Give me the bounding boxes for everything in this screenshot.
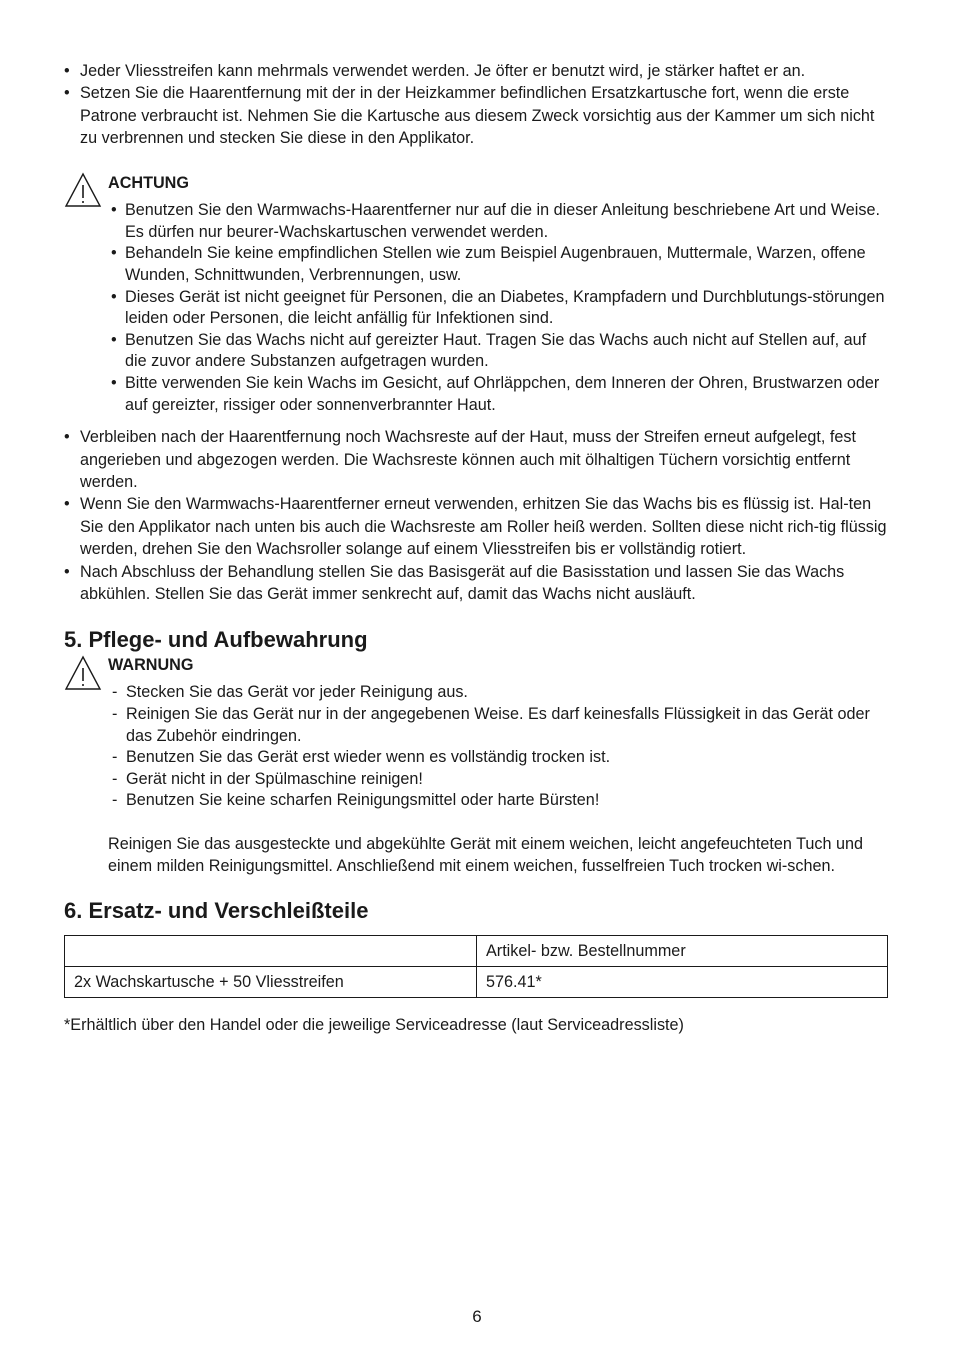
achtung-title: ACHTUNG (108, 173, 189, 192)
warning-triangle-icon (64, 655, 102, 691)
document-page (64, 60, 890, 1036)
list-item: - Benutzen Sie keine scharfen Reinigungsmittel oder harte Bürsten! (112, 790, 890, 812)
list-item: • Behandeln Sie keine empfindlichen Stellen wie zum Beispiel Augenbrauen, Muttermale, Warzen, offene Wunden, Schnittwunden, Verbrennungen, usw. (111, 244, 866, 285)
bullet-mark: • (64, 428, 70, 447)
dash-mark: - (112, 769, 118, 788)
intro-bullet-list (64, 60, 890, 150)
dash-mark: - (112, 705, 118, 724)
list-item: • Verbleiben nach der Haarentfernung noch Wachsreste auf der Haut, muss der Streifen erneut aufgelegt, fest angerieben und abgezogen werden. Die Wachsreste können auch mit ölhaltigen Tüchern vorsichtig entfernt werden. (64, 428, 856, 491)
table-header-row (65, 936, 888, 967)
table-cell: 2x Wachskartusche + 50 Vliesstreifen (65, 967, 477, 998)
parts-table (64, 935, 888, 998)
bullet-mark: • (64, 62, 70, 80)
bullet-mark: • (111, 330, 117, 349)
list-item: • Setzen Sie die Haarentfernung mit der in der Heizkammer befindlichen Ersatzkartusche fort, wenn die erste Patrone verbraucht ist. Nehmen Sie die Kartusche aus diesem Zweck vorsichtig aus der Kammer um sich nicht zu verbrennen und stecken Sie diese in den Applikator. (64, 84, 875, 148)
warning-triangle-icon (64, 172, 102, 208)
list-item: - Reinigen Sie das Gerät nur in der angegebenen Weise. Es darf keinesfalls Flüssigkeit in das Gerät oder das Zubehör eindringen. (112, 705, 870, 745)
list-item: • Wenn Sie den Warmwachs-Haarentferner erneut verwenden, erhitzen Sie das Wachs bis es flüssig ist. Hal-ten Sie den Applikator nach unten bis auch die Wachsreste am Roller heiß werden. Sollten diese nicht rich-tig flüssig werden, drehen Sie den Wachsroller solange auf einem Vliesstreifen bis er vollständig rotiert. (64, 495, 887, 559)
bullet-mark: • (111, 374, 117, 392)
table-cell (65, 936, 477, 967)
list-item: • Benutzen Sie den Warmwachs-Haarentferner nur auf die in dieser Anleitung beschriebene Art und Weise. Es dürfen nur beurer-Wachskartuschen verwendet werden. (111, 200, 880, 242)
warnung-list (64, 682, 890, 812)
dash-mark: - (112, 791, 118, 810)
dash-mark: - (112, 748, 118, 767)
bullet-mark: • (111, 244, 117, 263)
section-6-heading: 6. Ersatz- und Verschleißteile (64, 898, 369, 923)
list-item: • Nach Abschluss der Behandlung stellen Sie das Basisgerät auf die Basisstation und lassen Sie das Wachs abkühlen. Stellen Sie das Gerät immer senkrecht auf, damit das Wachs nicht ausläuft. (64, 562, 845, 604)
achtung-list (111, 199, 890, 417)
list-item: - Gerät nicht in der Spülmaschine reinigen! (112, 769, 890, 791)
list-item: • Benutzen Sie das Wachs nicht auf gereizter Haut. Tragen Sie das Wachs auch nicht auf Stellen auf, auf die zuvor andere Substanzen aufgetragen wurden. (111, 330, 867, 371)
bullet-mark: • (64, 562, 70, 581)
page-number: 6 (472, 1307, 482, 1326)
care-paragraph: Reinigen Sie das ausgesteckte und abgekühlte Gerät mit einem weichen, leicht angefeuchteten Tuch und einem milden Reinigungsmittel. Anschließend mit einem weichen, fusselfreien Tuch trocken wi-schen. (108, 835, 864, 875)
bullet-mark: • (111, 287, 117, 306)
list-item: • Bitte verwenden Sie kein Wachs im Gesicht, auf Ohrläppchen, dem Inneren der Ohren, Brustwarzen oder auf gereizter, rissiger oder sonnenverbrannter Haut. (111, 374, 880, 414)
table-cell: 576.41* (477, 967, 888, 998)
warnung-block (64, 654, 890, 812)
list-item: • Jeder Vliesstreifen kann mehrmals verwendet werden. Je öfter er benutzt wird, je stärker haftet er an. (64, 60, 890, 82)
after-bullet-list (64, 426, 890, 605)
footnote: *Erhältlich über den Handel oder die jeweilige Serviceadresse (laut Serviceadressliste) (64, 1016, 684, 1034)
table-cell: Artikel- bzw. Bestellnummer (477, 936, 888, 967)
bullet-mark: • (64, 495, 70, 514)
warnung-title: WARNUNG (108, 656, 194, 675)
bullet-mark: • (64, 84, 70, 103)
table-row (65, 967, 888, 998)
bullet-mark: • (111, 200, 117, 219)
achtung-block (64, 172, 890, 417)
list-item: - Benutzen Sie das Gerät erst wieder wenn es vollständig trocken ist. (112, 747, 890, 769)
list-item: • Dieses Gerät ist nicht geeignet für Personen, die an Diabetes, Krampfadern und Durchblutungs-störungen leiden oder Personen, die leicht anfällig für Infektionen sind. (111, 287, 885, 328)
dash-mark: - (112, 683, 118, 702)
section-5-heading: 5. Pflege- und Aufbewahrung (64, 627, 368, 653)
list-item: - Stecken Sie das Gerät vor jeder Reinigung aus. (112, 682, 890, 704)
